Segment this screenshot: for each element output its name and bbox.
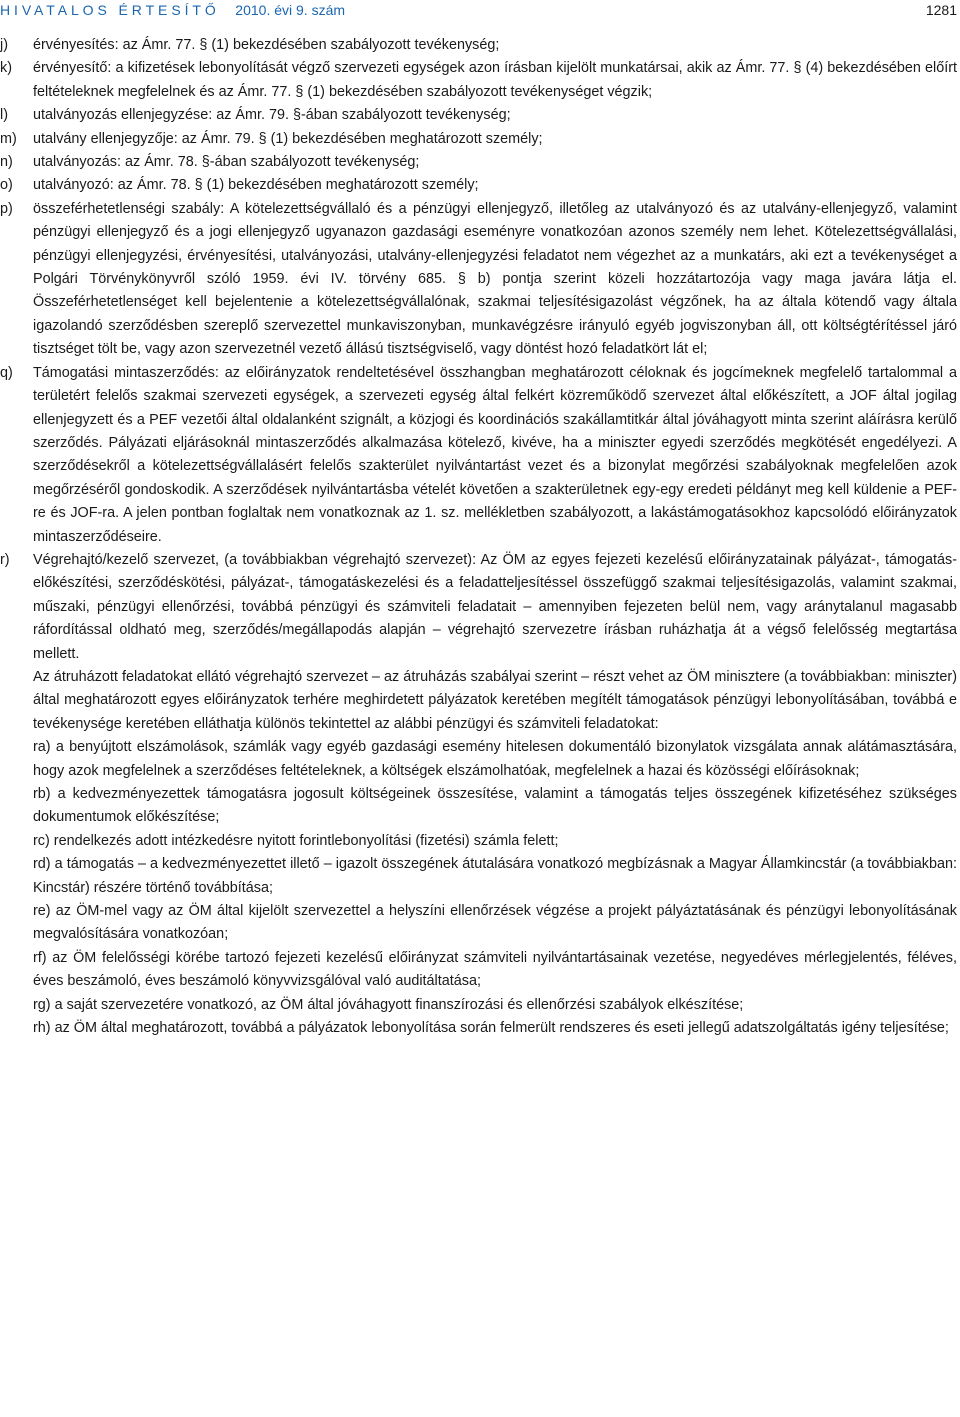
item-label: l) [0, 107, 8, 124]
page-header [0, 0, 957, 34]
item-label: n) [0, 154, 13, 171]
list-item [0, 362, 957, 549]
item-label: k) [0, 60, 12, 77]
item-text [33, 104, 957, 127]
item-label: m) [0, 130, 17, 147]
item-text [33, 57, 957, 104]
paragraph: rb) a kedvezményezettek támogatásra jogosult költségeinek összesítése, valamint a támogatás teljes összegének kifizetéséhez szükséges dokumentumok előkészítése; [33, 786, 957, 826]
journal-title: HIVATALOS ÉRTESÍTŐ [0, 2, 220, 18]
list-item [0, 549, 957, 1041]
running-title [0, 0, 345, 18]
item-text [33, 549, 957, 1041]
list-item [0, 151, 957, 174]
paragraph: ra) a benyújtott elszámolások, számlák vagy egyéb gazdasági esemény hitelesen dokumentáló bizonylatok vizsgálata annak alátámasztására, hogy azok megfelelnek a szerződéses feltételeknek, a költségek elszámolhatóak, megfelelnek a hazai és közösségi előírásoknak; [33, 739, 957, 779]
list-item [0, 174, 957, 197]
paragraph: utalványozó: az Ámr. 78. § (1) bekezdésében meghatározott személy; [33, 177, 479, 194]
list-item [0, 57, 957, 104]
page-number: 1281 [925, 2, 957, 18]
paragraph: Végrehajtó/kezelő szervezet, (a továbbiakban végrehajtó szervezet): Az ÖM az egyes fejezeti kezelésű előirányzatainak pályázat-, támogatás-előkészítési, szerződéskötési, pályázat-, támogatáskezelési és a feladatteljesítéssel összefüggő szakmai teljesítésigazolás, valamint szakmai, műszaki, pénzügyi ellenőrzési, továbbá pénzügyi és számviteli feladatait – amennyiben fejezeten belül nem, vagy aránytalanul magasabb ráfordítással oldható meg, szerződés/megállapodás alapján – végrehajtó szervezetre írásban ruházhatja át a végső felelősség megtartása mellett. [33, 551, 957, 662]
paragraph: re) az ÖM-mel vagy az ÖM által kijelölt szervezettel a helyszíni ellenőrzések végzése a projekt pályáztatásának és pénzügyi lebonyolításának megvalósítására vonatkozóan; [33, 903, 957, 943]
paragraph: rh) az ÖM által meghatározott, továbbá a pályázatok lebonyolítása során felmerült rendszeres és eseti jellegű adatszolgáltatás igény teljesítése; [33, 1020, 949, 1037]
list-item [0, 198, 957, 362]
paragraph: utalványozás: az Ámr. 78. §-ában szabályozott tevékenység; [33, 154, 420, 171]
item-label: r) [0, 551, 10, 568]
paragraph: utalvány ellenjegyzője: az Ámr. 79. § (1) bekezdésében meghatározott személy; [33, 130, 543, 147]
paragraph: Támogatási mintaszerződés: az előirányzatok rendeltetésével összhangban meghatározott céloknak és jogcímeknek megfelelő tartalommal a területért felelős szakmai szervezeti egységek, a szervezeti egység által felkért közreműködő szervezet által előkészített, a JOF által jogilag ellenjegyzett és a PEF vezetői által oldalanként szignált, a közjogi és koordinációs szakállamtitkár által jóváhagyott minta szerint aláírásra kerülő szerződés. Pályázati eljárásoknál mintaszerződés alkalmazása kötelező, kivéve, ha a miniszter egyedi szerződés megkötését engedélyezi. A szerződésekről a kötelezettségvállalásért felelős szakterület nyilvántartást vezet és a bizonylat megőrzési szabályoknak megfelelően azok megőrzéséről gondoskodik. A szerződések nyilvántartásba vételét követően a szakterületnek egy-egy eredeti példányt meg kell küldenie a PEF-re és JOF-ra. A jelen pontban foglaltak nem vonatkoznak az 1. sz. mellékletben szabályozott, a lakástámogatásokhoz kapcsolódó előirányzatok mintaszerződéseire. [33, 364, 957, 545]
paragraph: rf) az ÖM felelősségi körébe tartozó fejezeti kezelésű előirányzat számviteli nyilvántartásainak vezetése, negyedéves mérlegjelentés, féléves, éves beszámoló, éves beszámoló könyvvizsgálóval való auditáltatása; [33, 949, 957, 990]
list-item [0, 128, 957, 151]
paragraph: érvényesítés: az Ámr. 77. § (1) bekezdésében szabályozott tevékenység; [33, 37, 500, 53]
document-body [0, 34, 957, 1040]
paragraph: utalványozás ellenjegyzése: az Ámr. 79. §-ában szabályozott tevékenység; [33, 107, 511, 124]
item-text [33, 362, 957, 549]
item-label: j) [0, 37, 8, 53]
list-item [0, 104, 957, 127]
issue-info: 2010. évi 9. szám [235, 2, 346, 18]
paragraph: rg) a saját szervezetére vonatkozó, az ÖM által jóváhagyott finanszírozási és ellenőrzési szabályok elkészítése; [33, 996, 744, 1013]
paragraph: Az átruházott feladatokat ellátó végrehajtó szervezet – az átruházás szabályai szerint – részt vehet az ÖM minisztere (a továbbiakban: miniszter) által meghatározott egyes előirányzatok terhére meghirdetett pályázatok keretében megítélt támogatások pénzügyi lebonyolításában, továbbá e tevékenysége keretében elláthatja különös tekintettel az alábbi pénzügyi és számviteli feladatokat: [33, 668, 957, 732]
paragraph: összeférhetetlenségi szabály: A kötelezettségvállaló és a pénzügyi ellenjegyző, illetőleg az utalványozó és az utalvány-ellenjegyző, valamint pénzügyi ellenjegyző és a jogi ellenjegyző ugyanazon gazdasági eseményre vonatkozóan azonos személy nem lehet. Kötelezettségvállalási, pénzügyi ellenjegyzési, érvényesítési, utalványozási, utalvány-ellenjegyzési feladatot nem végezhet az a munkatárs, aki ezt a tevékenységet a Polgári Törvénykönyvről szóló 1959. évi IV. törvény 685. § b) pontja szerint közeli hozzátartozója vagy maga javára látja el. Összeférhetetlenséget kell bejelentenie a kötelezettségvállalónak, szakmai teljesítésigazolást végzőnek, ha az általa kötendő vagy általa igazolandó szerződésben szereplő szervezettel munkaviszonyban, munkavégzésre irányuló egyéb jogviszonyban áll, ott költségtérítéssel járó tisztséget tölt be, vagy azon szervezetnél vezető állású tisztségviselő, vagy döntést hozó feladatkört lát el; [33, 200, 957, 358]
item-label: q) [0, 364, 13, 381]
paragraph: érvényesítő: a kifizetések lebonyolítását végző szervezeti egységek azon írásban kijelölt munkatársai, akik az Ámr. 77. § (4) bekezdésében előírt feltételeknek megfelelnek és az Ámr. 77. § (1) bekezdésében szabályozott tevékenységet végzik; [33, 60, 957, 100]
item-text [33, 174, 957, 197]
list-item [0, 34, 957, 57]
item-text [33, 128, 957, 151]
item-label: o) [0, 177, 13, 194]
paragraph: rd) a támogatás – a kedvezményezettet illető – igazolt összegének átutalására vonatkozó megbízásnak a Magyar Államkincstár (a továbbiakban: Kincstár) részére történő továbbítása; [33, 856, 957, 896]
item-text [33, 34, 957, 57]
item-text [33, 151, 957, 174]
item-label: p) [0, 200, 13, 217]
paragraph: rc) rendelkezés adott intézkedésre nyitott forintlebonyolítási (fizetési) számla felett; [33, 832, 559, 849]
item-text [33, 198, 957, 362]
